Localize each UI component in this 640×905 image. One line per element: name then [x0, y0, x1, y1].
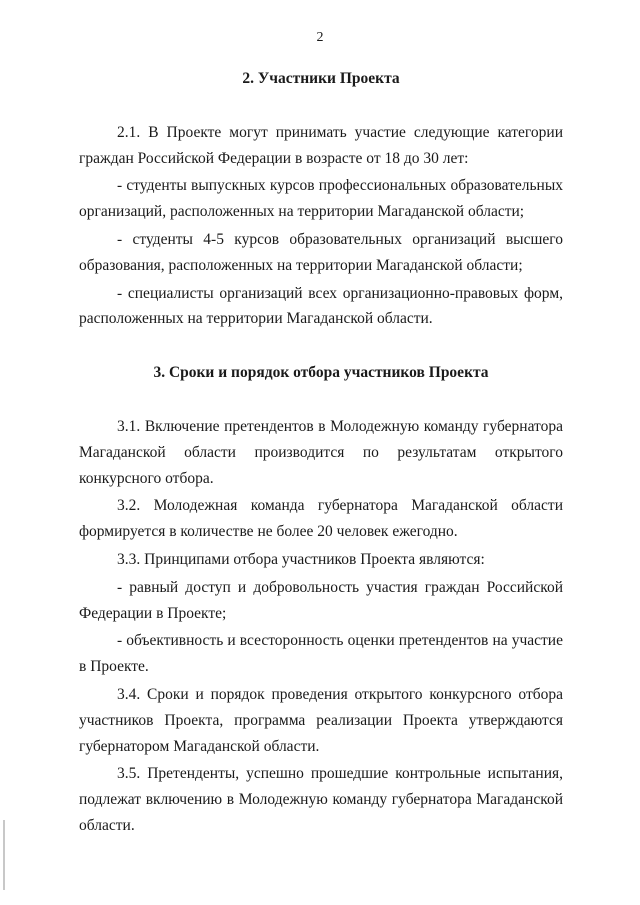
- section-2-list-item: - студенты 4-5 курсов образовательных организаций высшего образования, расположенных на территории Магаданской области;: [79, 230, 563, 274]
- section-2-list-item: - студенты выпускных курсов профессиональных образовательных организаций, расположенных на территории Магаданской области;: [79, 177, 563, 221]
- section-3-paragraph-3-2: 3.2. Молодежная команда губернатора Магаданской области формируется в количестве не более 20 человек ежегодно.: [79, 497, 563, 541]
- section-3-paragraph-3-4: 3.4. Сроки и порядок проведения открытого конкурсного отбора участников Проекта, программа реализации Проекта утверждаются губернатором Магаданской области.: [79, 685, 563, 755]
- section-2-list-item: - специалисты организаций всех организационно-правовых форм, расположенных на территории Магаданской области.: [79, 284, 563, 328]
- page-number: 2: [316, 30, 324, 45]
- scan-edge-mark: [3, 820, 5, 890]
- section-3-list-item: - объективность и всесторонность оценки претендентов на участие в Проекте.: [79, 632, 563, 676]
- section-3-list-item: - равный доступ и добровольность участия граждан Российской Федерации в Проекте;: [79, 578, 563, 622]
- section-3-paragraph-3-3: 3.3. Принципами отбора участников Проекта являются:: [117, 550, 485, 568]
- section-3-paragraph-3-5: 3.5. Претенденты, успешно прошедшие контрольные испытания, подлежат включению в Молодежную команду губернатора Магаданской области.: [79, 765, 563, 834]
- section-2-title: 2. Участники Проекта: [242, 70, 400, 87]
- section-3-title: 3. Сроки и порядок отбора участников Проекта: [153, 364, 489, 382]
- document-body: [79, 66, 563, 839]
- section-2-paragraph-2-1: 2.1. В Проекте могут принимать участие следующие категории граждан Российской Федерации в возрасте от 18 до 30 лет:: [79, 123, 563, 167]
- section-3-paragraph-3-1: 3.1. Включение претендентов в Молодежную команду губернатора Магаданской области производится по результатам открытого конкурсного отбора.: [79, 417, 563, 487]
